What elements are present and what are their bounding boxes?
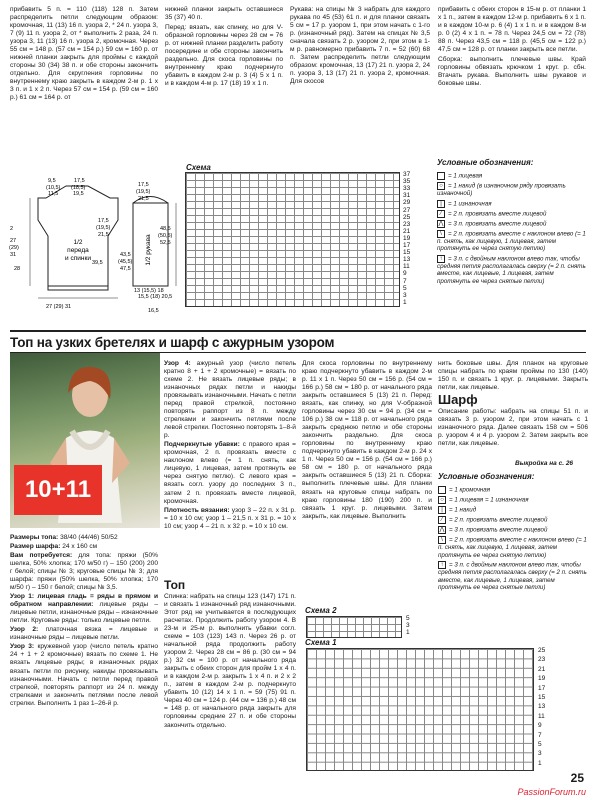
row-number: 17 (403, 242, 411, 249)
svg-text:17,5: 17,5 (98, 218, 109, 224)
schema-top-grid (185, 172, 400, 307)
schema-top-label: Схема (186, 163, 211, 172)
legend-item (438, 486, 588, 494)
row-number: 31 (403, 192, 411, 200)
row-number: 1 (403, 298, 407, 306)
svg-text:переда: переда (67, 247, 89, 254)
legend-text: = 1 лицевая (448, 172, 483, 180)
legend-item (438, 496, 588, 504)
materials-text: Размеры топа: 38/40 (44/46) 50/52 Размер шарфа: 24 x 160 см Вам потребуется: для топа: пряжи (50% шелка, 50% хлопка; 170 м/50 г) – 150 (200) 200 г белой; спицы № 3; круговые спицы № 3; для шарфа: пряжи (50% шелка, 50% хлопка; 170 м/50 г) – 150 г белой; спицы № 3,5. Узор 1: лицевая гладь = ряды в прямом и обратном направлении: лицевые ряды – лицевые петли, изнаночные ряды – изнаночные петли. Круговые ряды: только лицевые петли. Узор 2: платочная вязка = лицевые и изнаночные ряды – лицевые петли. Узор 3: кружевной узор (число петель кратно 24 + 1 + 2 кромочные) вязать по схеме 1. Не вязать лицевые ряды; в изнаночных рядах вязать петли по рисунку, накиды провязывать изнаночными. Начать с петли перед правой стрелкой, повторять раппорт из 24 п. между стрелками и закончить петлями после левой стрелки. Выполнить 1 раз 1–26-й р. (10, 534, 158, 707)
text-column-4: прибавить с обеих сторон в 15-м р. от планки 1 x 1 п., затем в каждом 12-м р. прибавить 6 x 1 п. и в каждом 10-м р. 6 (4) 1 x 1 п. и в каждом 8-м р. 0 (2) 4 x 1 п. = 78 п. Через 24,5 см = 72 (78) 88 п. Через 43,5 см = 118 р. (45,5 см = 122 р.) 47,5 см = 128 р. от планки закрыть все петли. Сборка: выполнить плечевые швы. Край горловины обвязать крючком 1 круг. р. сбн. Втачать рукава. Выполнить швы рукавов и боковые швы. (438, 6, 586, 88)
text-column-2: нижней планки закрыть оставшиеся 35 (37) 40 п. Перед: вязать, как спинку, но для V-образной горловины через 28 см = 76 р. от нижней планки разделить работу посередине и обе стороны закончить раздельно. Для скоса горловины по внутреннему краю подчеркнуто убавить в каждом 2-м р. 3 (4) 5 x 1 п. и в каждом 4-м р. 17 (18) 19 x 1 п. (165, 6, 283, 88)
svg-text:21,5: 21,5 (138, 196, 149, 202)
row-number: 7 (538, 731, 542, 739)
legend-item (437, 172, 587, 180)
pattern-text: Узор 4: ажурный узор (число петель кратно 8 + 1 + 2 кромочные) = вязать по схеме 2. Не вязать лицевые ряды; в изнаночных рядах петли и накиды провязывать изнаночными. Начать с петли перед правой стрелкой, постоянно повторять раппорт из 8 п. между стрелками и закончить петлями после левой стрелки. Постоянно повторять 1–8-й р. Подчеркнутые убавки: с правого края = кромочная, 2 п. провязать вместе с наклоном влево (= 1 п. снять, как лицевую, 1 лицевая, затем протянуть ее через снятую петлю). С левого края = вязать согл. узору до последних 3 п., затем 2 п. провязать вместе лицевой, кромочная. Плотность вязания: узор 3 – 22 п. x 31 р. = 10 x 10 см; узор 1 – 21,5 п. x 31 р. = 10 x 10 см; узор 4 – 21 п. x 32 р. = 10 x 10 см. (164, 360, 297, 530)
legend-symbol-icon: \ (437, 230, 445, 238)
svg-text:31: 31 (10, 252, 17, 258)
legend-symbol-icon: ⋀ (439, 527, 445, 534)
row-number: 15 (538, 694, 546, 701)
svg-text:13 (15,5) 18: 13 (15,5) 18 (134, 288, 164, 294)
scarf-heading: Шарф (438, 392, 478, 407)
row-number: 19 (538, 675, 546, 683)
row-number: 1 (406, 629, 410, 637)
legend-symbol-icon: ○ (438, 496, 446, 504)
legend-text: = 2 п. провязать вместе с наклоном влево (= 1 п. снять, как лицевую, 1 лицевая, затем протянуть ее через снятую петлю) (438, 537, 587, 559)
legend-symbol-icon: ○ (437, 182, 445, 190)
row-number: 29 (403, 199, 411, 207)
legend-item (438, 516, 588, 524)
top-heading: Топ (164, 578, 186, 592)
legend-symbol-icon: ↑ (438, 561, 446, 569)
svg-text:(19,5): (19,5) (136, 189, 151, 195)
schema2-label: Схема 2 (305, 606, 337, 615)
row-number: 21 (538, 665, 546, 673)
legend-text: = 2 п. провязать вместе лицевой (448, 210, 547, 218)
row-number: 11 (403, 263, 410, 271)
row-number: 23 (538, 656, 546, 664)
svg-text:47,5: 47,5 (120, 266, 131, 272)
legend-symbol-icon: \ (438, 536, 446, 544)
text-column-3: Рукава: на спицы № 3 набрать для каждого рукава по 45 (53) 61 п. и для планки связать 5 см = 17 р. узором 1, при этом начать с 1-го р. (изнаночный ряд). Затем на спицах № 3,5 сначала связать 2 р. узором 2, при этом в 1-м р. равномерно прибавить 7 п. = 52 (60) 68 п. Затем распределить петли следующим образом: кромочная, 13 (17) 21 п. узора 2, 24 п. узора 3, 13 (17) 21 п. узора 2, кромочная. Для скосов (290, 6, 430, 86)
svg-text:16,5: 16,5 (148, 308, 159, 314)
legend-text: = 3 п. с двойным наклоном влево так, чтобы средняя петля располагалась сверху (= 2 п. снять вместе, как лицевые, 1 лицевая, затем протянуть ее через снятые петли) (437, 255, 586, 285)
pattern-diagram (8, 168, 178, 318)
legend-bottom (438, 486, 588, 594)
row-number: 9 (403, 270, 407, 278)
legend-text: = 1 накид (в изнаночном ряду провязать изнаночной) (437, 182, 566, 198)
page-number: 25 (570, 771, 584, 786)
row-number: 11 (538, 712, 545, 720)
svg-text:(45,5): (45,5) (118, 259, 133, 265)
row-number: 35 (403, 178, 411, 186)
schema1-label: Схема 1 (305, 638, 337, 647)
row-number: 13 (538, 703, 546, 711)
legend-text: = 2 п. провязать вместе лицевой (449, 516, 548, 524)
legend-item (437, 210, 587, 218)
row-number: 5 (406, 615, 410, 622)
legend-item (437, 230, 587, 253)
legend-symbol-icon: | (437, 200, 445, 208)
row-number: 27 (403, 206, 411, 214)
svg-text:17,5: 17,5 (138, 182, 149, 188)
row-number: 9 (538, 722, 542, 730)
row-number: 5 (538, 741, 542, 748)
row-number: 17 (538, 684, 546, 692)
svg-text:19,5: 19,5 (73, 191, 84, 197)
legend-text: = 1 накид (449, 506, 477, 514)
legend-bottom-title: Условные обозначения: (438, 472, 535, 481)
legend-symbol-icon: ⁄ (438, 516, 446, 524)
svg-text:27 (29) 31: 27 (29) 31 (46, 304, 72, 310)
svg-text:и спинки: и спинки (65, 255, 91, 262)
row-number: 13 (403, 256, 411, 264)
svg-text:11,5: 11,5 (48, 191, 59, 197)
pattern-note: Выкройка на с. 26 (515, 460, 574, 467)
svg-text:(10,5): (10,5) (46, 185, 61, 191)
svg-text:28: 28 (14, 266, 21, 272)
legend-text: = 3 п. провязать вместе лицевой (449, 526, 548, 534)
svg-text:9,5: 9,5 (48, 178, 56, 184)
legend-text: = 1 кромочная (449, 486, 491, 494)
back-text: Спинка: набрать на спицы 123 (147) 171 п. и связать 1 изнаночный ряд изнаночными. Этот ряд не учитывается в последующих расчетах. Продолжить работу узором 4. В 23-м и 25-м р. выполнить убавки согл. схеме = 103 (123) 143 п. Через 26 р. от начальной ряда продолжить работу узором 2. Через 28 см = 86 р. (30 см = 94 р.) 32 см = 100 р. от начального ряда закрыть с обеих сторон для пройм 1 x 4 п. и в каждом 2-м р. закрыть 1 x 4 п. и 2 x 2 п., затем в каждом 2-м р. подчеркнуто убавить 10 (12) 14 x 1 п. = 59 (75) 91 п. Через 40 см = 124 р. (44 см = 136 р.) 48 см = 148 р. от начального ряда закрыть для горловины средние 27 п. и обе стороны закончить отдельно. (164, 593, 296, 729)
front-label: 1/2 (73, 239, 83, 246)
legend-symbol-icon: ↑ (437, 255, 445, 263)
legend-top-title: Условные обозначения: (437, 158, 534, 167)
legend-item (437, 220, 587, 228)
svg-text:21,5: 21,5 (98, 232, 109, 238)
svg-text:17,5: 17,5 (74, 178, 85, 184)
legend-text: = 1 изнаночная (448, 200, 492, 208)
svg-text:27: 27 (10, 238, 17, 244)
row-number: 1 (538, 759, 542, 767)
svg-text:(29): (29) (9, 245, 19, 251)
svg-text:2: 2 (10, 226, 14, 232)
svg-text:43,5: 43,5 (120, 252, 131, 258)
legend-item (438, 526, 588, 534)
legend-symbol-icon: | (438, 506, 446, 514)
row-number: 3 (538, 750, 542, 758)
legend-symbol-icon (438, 486, 446, 494)
legend-text: = 1 лицевая = 1 изнаночная (449, 496, 529, 504)
legend-item (437, 255, 587, 285)
svg-text:52,5: 52,5 (160, 240, 171, 246)
legend-item (437, 200, 587, 208)
schema1-grid (306, 648, 534, 771)
footer-watermark: PassionForum.ru (517, 787, 586, 798)
svg-text:(50,5): (50,5) (158, 233, 173, 239)
section-rule (10, 330, 586, 332)
svg-text:(18,5): (18,5) (71, 185, 86, 191)
legend-symbol-icon (437, 172, 445, 180)
legend-symbol-icon: ⁄ (437, 210, 445, 218)
row-number: 37 (403, 171, 411, 178)
legend-text: = 2 п. провязать вместе с наклоном влево (= 1 п. снять, как лицевую, 1 лицевая, затем протянуть ее через снятую петлю) (437, 230, 586, 253)
assembly-text: нить боковые швы. Для планок на круговые спицы набрать по краям проймы по 130 (140) 150 п. и связать 1 круг. р. лицевыми. Закрыть петли, как лицевые. (438, 360, 588, 392)
svg-text:39,5: 39,5 (92, 260, 103, 266)
legend-symbol-icon: ⋀ (438, 220, 444, 227)
row-number: 21 (403, 227, 411, 235)
text-column-1: прибавить 5 п. = 110 (118) 128 п. Затем распределить петли следующим образом: кромочная, 11 (13) 16 п. узора 2, * 24 п. узора 3, 7 (9) 11 п. узора 2, от * выполнить 2 раза, 24 п. узора 3, 11 (13) 16 п. узора 2, кромочная. Через 55 см = 148 р. (57 см = 154 р.) 59 см = 160 р. от нижней планки закрыть для проймы с каждой стороны 30 (34) 38 п. и обе стороны закончить отдельно. Для скругления горловины по внутреннему краю закрыть в каждом 2-м р. 1 x 3 п. и 1 x 2 п. Через 57 см = 154 р. (59 см = 160 р.) 61 см = 164 р. от (10, 6, 158, 102)
legend-text: = 3 п. провязать вместе лицевой (448, 220, 547, 228)
legend-item (438, 536, 588, 559)
row-number: 5 (403, 284, 407, 292)
article-title: Топ на узких бретелях и шарф с ажурным узором (10, 335, 335, 350)
scarf-text: Описание работы: набрать на спицы 51 п. и связать 3 р. узором 2, при этом начать с 1 изнаночного ряда. Далее связать 158 см = 506 р. узором 4 и 4 р. узором 2. Затем закрыть все петли, как лицевые. (438, 408, 588, 448)
row-number: 3 (406, 622, 410, 630)
row-number: 33 (403, 185, 411, 193)
row-number: 19 (403, 234, 411, 242)
schema2-grid (306, 616, 402, 638)
svg-text:15,5 (18) 20,5: 15,5 (18) 20,5 (138, 294, 173, 300)
row-number: 23 (403, 220, 411, 228)
project-badge: 10+11 (14, 465, 102, 515)
svg-text:48,5: 48,5 (160, 226, 171, 232)
row-number: 25 (538, 647, 546, 654)
legend-top (437, 172, 587, 287)
legend-item (437, 182, 587, 198)
svg-text:1/2 рукава: 1/2 рукава (145, 234, 152, 266)
svg-text:(19,5): (19,5) (96, 225, 111, 231)
row-number: 3 (403, 291, 407, 299)
row-number: 25 (403, 213, 411, 221)
row-number: 7 (403, 277, 407, 285)
row-number: 15 (403, 249, 411, 257)
legend-item (438, 506, 588, 514)
front-text: Для скоса горловины по внутреннему краю подчеркнуто убавить в каждом 2-м р. 11 x 1 п. Через 50 см = 156 р. (54 см = 166 р.) 58 см = 180 р. от начального ряда закрыть оставшиеся 5 (13) 21 п. Перед: вязать, как спинку, но для V-образной горловины через 30 см = 94 р. (34 см = 106 р.) 38 см = 118 р. от начального ряда закрыть среднюю петлю и обе стороны закончить раздельно. Для скоса горловины по внутреннему краю подчеркнуто убавить в каждом 2-м р. 24 x 1 п. Через 50 см = 156 р. (54 см = 166 р.) 58 см = 180 р. от начального ряда закрыть оставшиеся 5 (13) 21 п. Сборка: выполнить плечевые швы. Для планки вязать на круговые спицы набрать по краю горловины 180 (190) 200 п. и связать 1 круг. р. лицевыми. Затем закрыть, как лицевые. Выполнить (302, 360, 432, 520)
legend-item (438, 561, 588, 591)
legend-text: = 3 п. с двойным наклоном влево так, чтобы средняя петля располагалась сверху (= 2 п. снять вместе, как лицевые, 1 лицевая, затем протянуть ее через снятые петли) (438, 561, 587, 592)
